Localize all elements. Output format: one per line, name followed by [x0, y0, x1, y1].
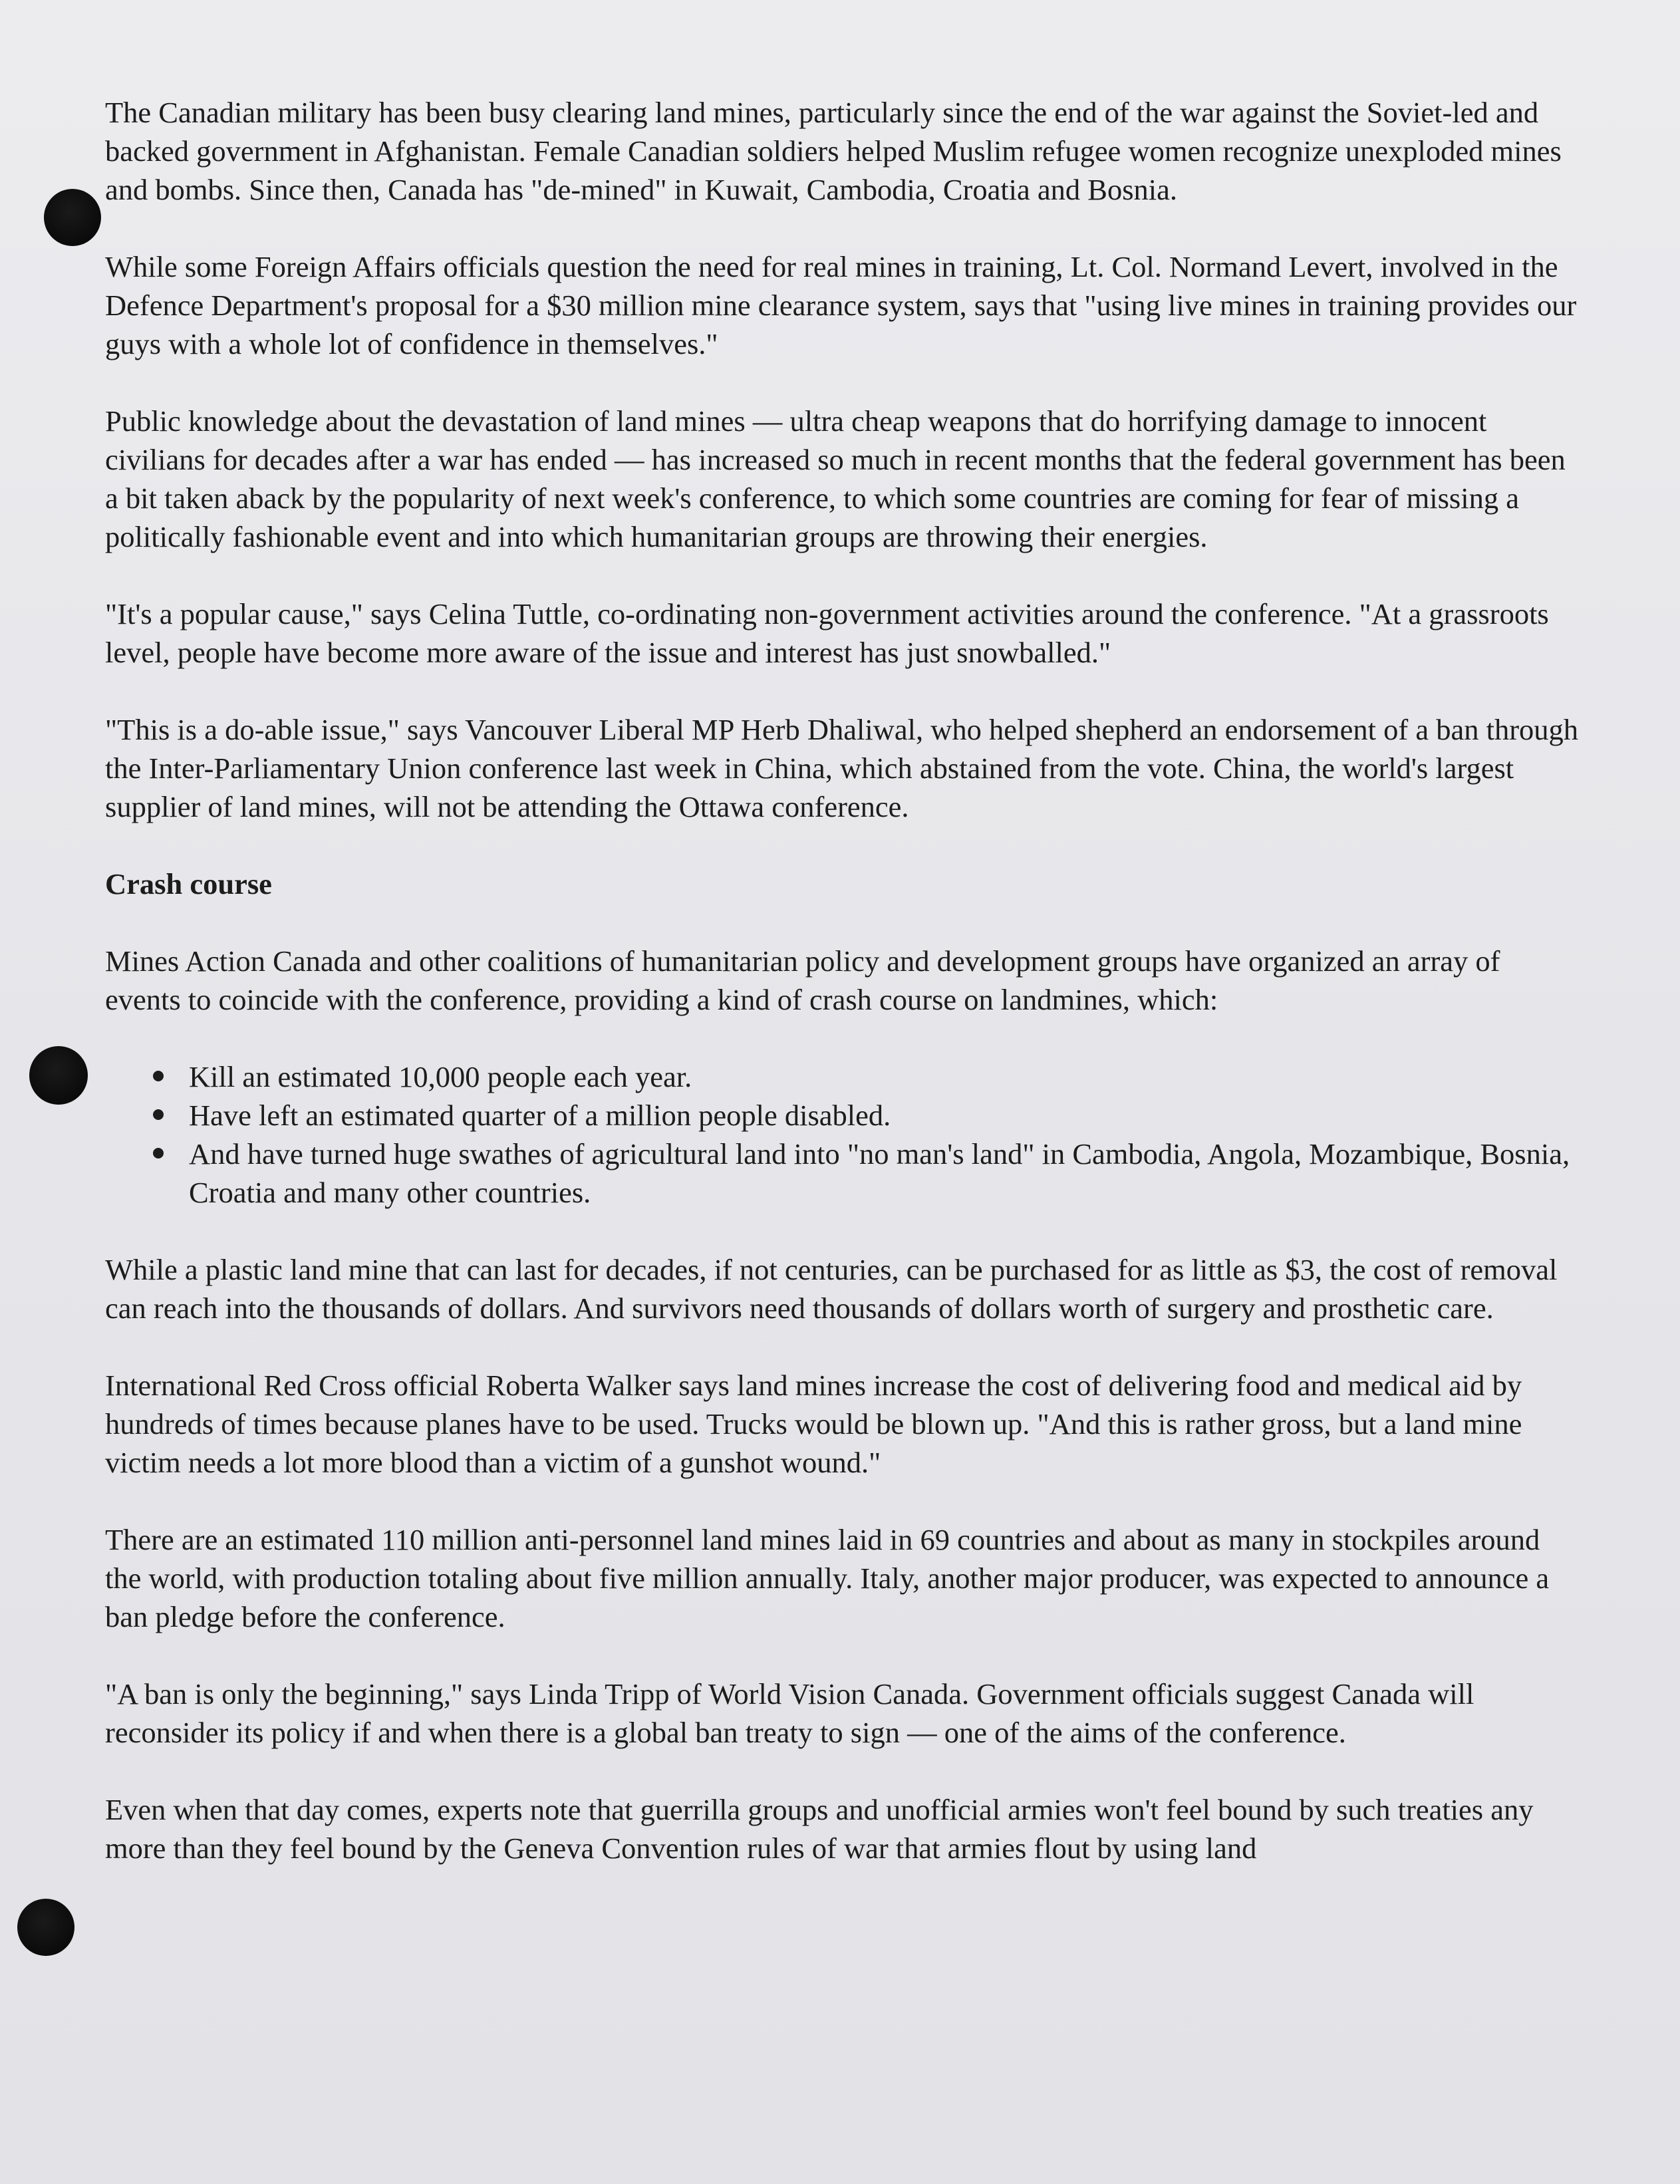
paragraph: While a plastic land mine that can last for decades, if not centuries, can be purchased for as little as $3, the cost of removal can reach into the thousands of dollars. And survivors need thousands of dollars worth of surgery and prosthetic care. [105, 1253, 1558, 1325]
paragraph: International Red Cross official Roberta Walker says land mines increase the cost of delivering food and medical aid by hundreds of times because planes have to be used. Trucks would be blown up. "And this is rather gross, but a land mine victim needs a lot more blood than a victim of a gunshot wound." [105, 1369, 1522, 1479]
bullet-list [105, 1057, 1582, 1212]
paragraph: "This is a do-able issue," says Vancouver Liberal MP Herb Dhaliwal, who helped shepherd an endorsement of a ban through the Inter-Parliamentary Union conference last week in China, which abstained from the vote. China, the world's largest supplier of land mines, will not be attending the Ottawa conference. [105, 713, 1579, 823]
paragraph: The Canadian military has been busy clearing land mines, particularly since the end of the war against the Soviet-led and backed government in Afghanistan. Female Canadian soldiers helped Muslim refugee women recognize unexploded mines and bombs. Since then, Canada has "de-mined" in Kuwait, Cambodia, Croatia and Bosnia. [105, 96, 1562, 206]
paragraph: While some Foreign Affairs officials question the need for real mines in training, Lt. Col. Normand Levert, involved in the Defence Department's proposal for a $30 million mine clearance system, says that "using live mines in training provides our guys with a whole lot of confidence in themselves." [105, 250, 1577, 360]
punch-hole [17, 1899, 74, 1956]
list-item: Have left an estimated quarter of a million people disabled. [189, 1096, 1582, 1135]
punch-hole [44, 189, 101, 246]
paragraph: "A ban is only the beginning," says Linda Tripp of World Vision Canada. Government officials suggest Canada will reconsider its policy if and when there is a global ban treaty to sign — one of the aims of the conference. [105, 1677, 1474, 1749]
list-item: Kill an estimated 10,000 people each year. [189, 1057, 1582, 1096]
paragraph: Mines Action Canada and other coalitions of humanitarian policy and development groups have organized an array of events to coincide with the conference, providing a kind of crash course on landmines, which: [105, 944, 1500, 1016]
section-heading: Crash course [105, 867, 272, 900]
list-item: And have turned huge swathes of agricultural land into "no man's land" in Cambodia, Angola, Mozambique, Bosnia, Croatia and many other countries. [189, 1135, 1582, 1212]
paragraph: There are an estimated 110 million anti-personnel land mines laid in 69 countries and about as many in stockpiles around the world, with production totaling about five million annually. Italy, another major producer, was expected to announce a ban pledge before the conference. [105, 1523, 1550, 1633]
paragraph: Even when that day comes, experts note that guerrilla groups and unofficial armies won't feel bound by such treaties any more than they feel bound by the Geneva Convention rules of war that armies flout by using land [105, 1793, 1534, 1865]
punch-hole [29, 1046, 88, 1105]
paragraph: "It's a popular cause," says Celina Tuttle, co-ordinating non-government activities around the conference. "At a grassroots level, people have become more aware of the issue and interest has just snowballed." [105, 597, 1549, 669]
paragraph: Public knowledge about the devastation of land mines — ultra cheap weapons that do horrifying damage to innocent civilians for decades after a war has ended — has increased so much in recent months that the federal government has been a bit taken aback by the popularity of next week's conference, to which some countries are coming for fear of missing a politically fashionable event and into which humanitarian groups are throwing their energies. [105, 404, 1566, 553]
document-body [105, 93, 1582, 1906]
